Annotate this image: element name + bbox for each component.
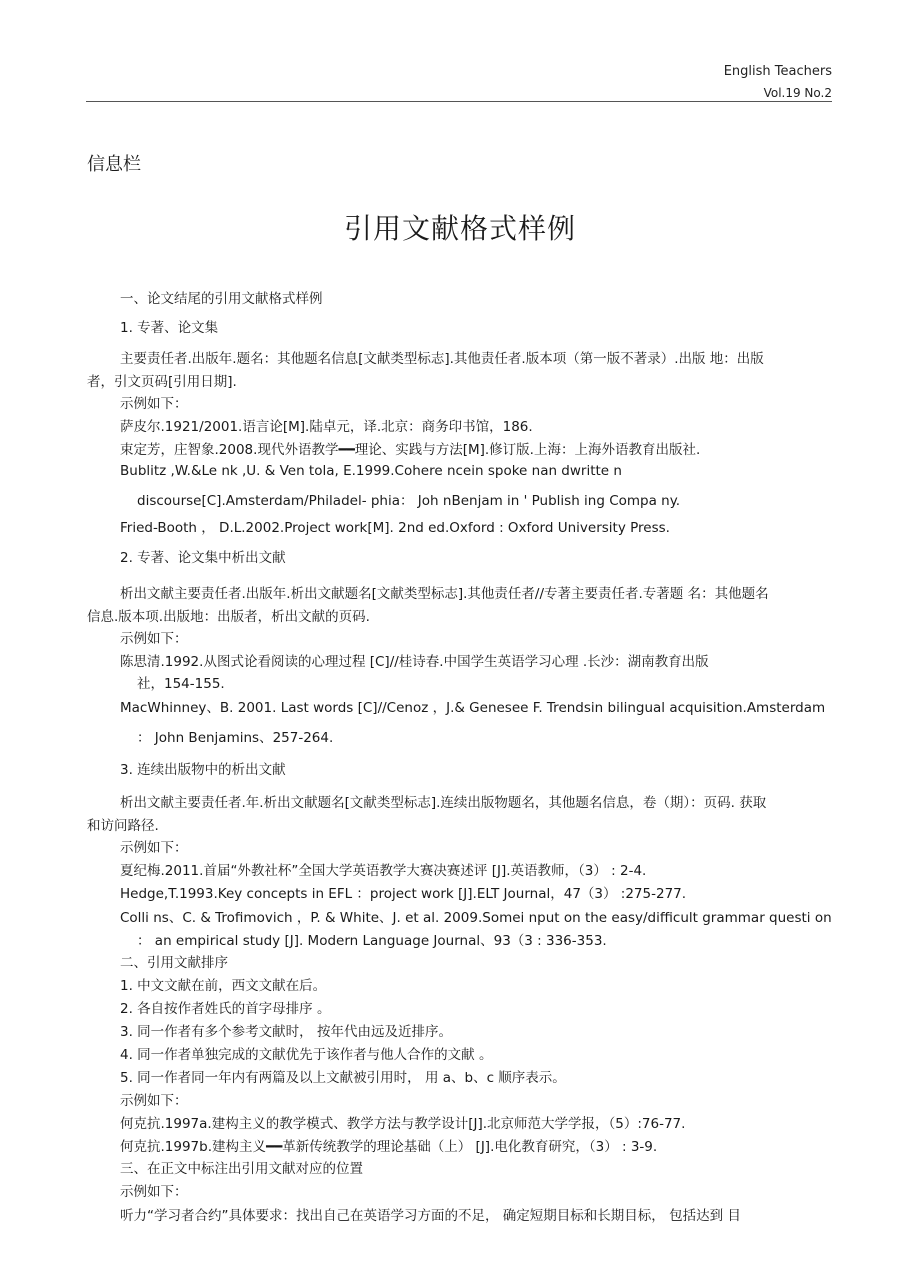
text-line-r3a: Bublitz ,W.&Le nk ,U. & Ven tola, E.1999.Cohere ncein spoke nan dwritte n — [120, 463, 622, 479]
text-line-s1_3: 3. 连续出版物中的析出文献 — [120, 762, 286, 778]
page-title: 引用文献格式样例 — [343, 212, 576, 245]
column-label: 信息栏 — [87, 154, 141, 175]
text-line-ex1: 示例如下： — [120, 396, 188, 412]
text-line-ex3: 示例如下： — [120, 840, 188, 856]
text-line-o2: 2. 各自按作者姓氏的首字母排序 。 — [120, 1001, 331, 1017]
text-line-f3a: 析出文献主要责任者.年.析出文献题名[文献类型标志].连续出版物题名，其他题名信息，卷（期）：页码. 获取 — [120, 795, 767, 811]
text-line-s2: 二、引用文献排序 — [120, 955, 228, 971]
text-line-r3b: discourse[C].Amsterdam/Philadel- phia： Joh nBenjam in ' Publish ing Compa ny. — [137, 493, 681, 509]
text-line-r9b: ： an empirical study [J]. Modern Language Journal、93（3 : 336-353. — [137, 933, 607, 949]
text-line-ex2: 示例如下： — [120, 631, 188, 647]
text-line-r11: 何克抗.1997b.建构主义━━革新传统教学的理论基础（上） [J].电化教育研究，（3） : 3-9. — [120, 1139, 658, 1155]
text-line-ex5: 示例如下： — [120, 1184, 188, 1200]
text-line-f1b: 者，引文页码[引用日期]. — [87, 374, 237, 390]
header-rule — [86, 101, 832, 102]
text-line-s1_2: 2. 专著、论文集中析出文献 — [120, 550, 286, 566]
text-line-r1: 萨皮尔.1921/2001.语言论[M].陆卓元，译.北京：商务印书馆，186. — [120, 419, 533, 435]
text-line-s3: 三、在正文中标注出引用文献对应的位置 — [120, 1161, 363, 1177]
text-line-r9a: Colli ns、C. & Trofimovich ，P. & White、J. et al. 2009.Somei nput on the easy/difficult grammar questi on — [120, 910, 832, 926]
text-line-r4: Fried-Booth ， D.L.2002.Project work[M]. 2nd ed.Oxford : Oxford University Press. — [120, 520, 670, 536]
text-line-ex4: 示例如下： — [120, 1093, 188, 1109]
text-line-r10: 何克抗.1997a.建构主义的教学模式、教学方法与教学设计[J].北京师范大学学报，（5）:76-77. — [120, 1116, 686, 1132]
text-line-r5a: 陈思清.1992.从图式论看阅读的心理过程 [C]//桂诗春.中国学生英语学习心理 .长沙：湖南教育出版 — [120, 654, 709, 670]
text-line-s1: 一、论文结尾的引用文献格式样例 — [120, 291, 323, 307]
journal-volume: Vol.19 No.2 — [763, 86, 832, 100]
text-line-r8: Hedge,T.1993.Key concepts in EFL ：project work [J].ELT Journal，47（3） :275-277. — [120, 886, 687, 902]
text-line-o4: 4. 同一作者单独完成的文献优先于该作者与他人合作的文献 。 — [120, 1047, 493, 1063]
text-line-f1a: 主要责任者.出版年.题名：其他题名信息[文献类型标志].其他责任者.版本项（第一版不著录）.出版 地：出版 — [120, 351, 764, 367]
text-line-r6b: ： John Benjamins、257-264. — [137, 730, 334, 746]
text-line-f2b: 信息.版本项.出版地：出版者，析出文献的页码. — [87, 609, 370, 625]
text-line-s1_1: 1. 专著、论文集 — [120, 320, 219, 336]
text-line-f2a: 析出文献主要责任者.出版年.析出文献题名[文献类型标志].其他责任者//专著主要责任者.专著题 名：其他题名 — [120, 586, 769, 602]
text-line-r7: 夏纪梅.2011.首届“外教社杯”全国大学英语教学大赛决赛述评 [J].英语教师，（3） : 2-4. — [120, 863, 647, 879]
text-line-o1: 1. 中文文献在前，西文文献在后。 — [120, 978, 327, 994]
text-line-r6a: MacWhinney、B. 2001. Last words [C]//Cenoz ，J.& Genesee F. Trendsin bilingual acquisition.Amsterdam — [120, 700, 826, 716]
text-line-p1: 听力“学习者合约”具体要求：找出自己在英语学习方面的不足， 确定短期目标和长期目标， 包括达到 目 — [120, 1208, 741, 1224]
text-line-o3: 3. 同一作者有多个参考文献时， 按年代由远及近排序。 — [120, 1024, 452, 1040]
text-line-r5b: 社，154-155. — [137, 676, 225, 692]
text-line-r2: 束定芳，庄智象.2008.现代外语教学━━理论、实践与方法[M].修订版.上海：上海外语教育出版社. — [120, 442, 701, 458]
journal-name: English Teachers — [723, 64, 832, 79]
text-line-o5: 5. 同一作者同一年内有两篇及以上文献被引用时， 用 a、b、c 顺序表示。 — [120, 1070, 566, 1086]
text-line-f3b: 和访问路径. — [87, 818, 159, 834]
